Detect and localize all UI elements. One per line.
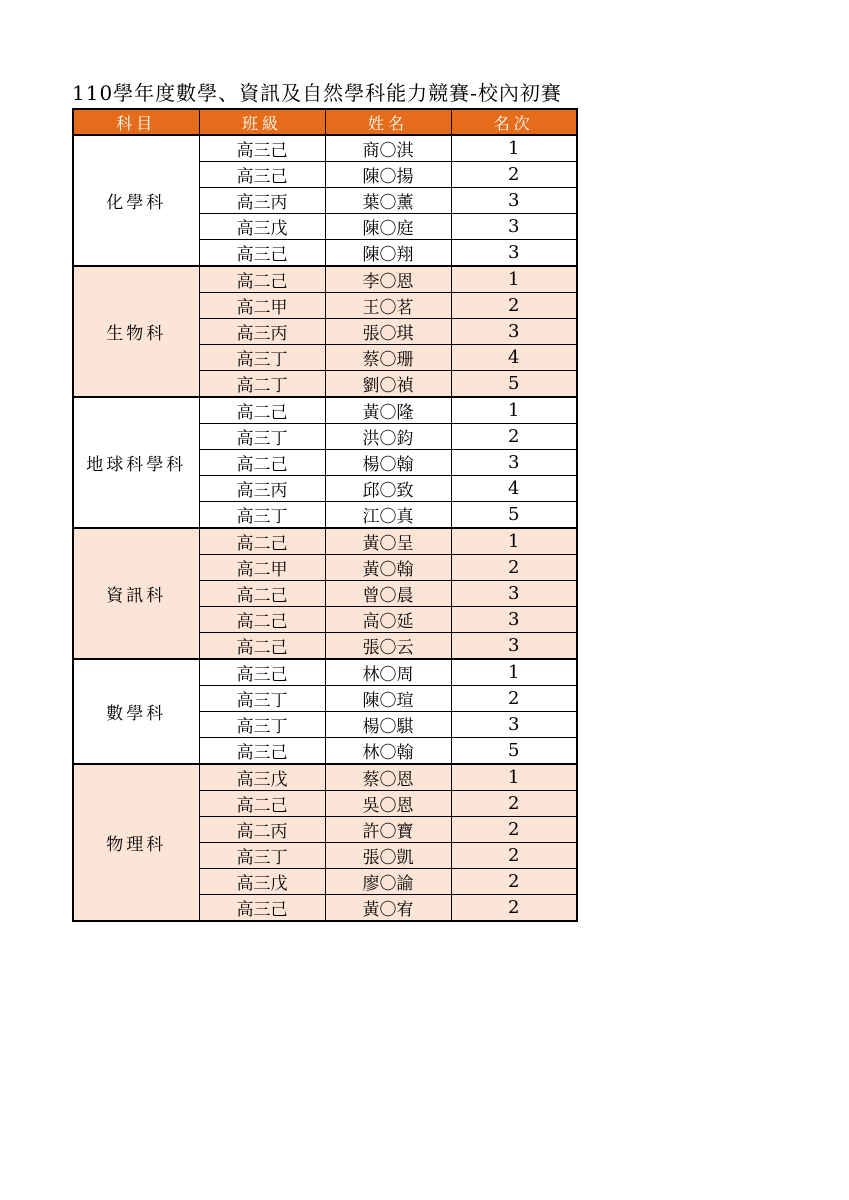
name-cell: 黃〇隆 — [325, 397, 451, 424]
rank-cell: 2 — [451, 555, 577, 581]
rank-cell: 2 — [451, 293, 577, 319]
rank-cell: 3 — [451, 319, 577, 345]
class-cell: 高二丙 — [199, 817, 325, 843]
rank-cell: 1 — [451, 764, 577, 791]
class-cell: 高三己 — [199, 162, 325, 188]
rank-cell: 4 — [451, 345, 577, 371]
class-cell: 高二己 — [199, 450, 325, 476]
name-cell: 陳〇庭 — [325, 214, 451, 240]
name-cell: 黃〇宥 — [325, 895, 451, 922]
table-row — [73, 764, 577, 791]
rank-cell: 3 — [451, 188, 577, 214]
header-row — [73, 109, 577, 135]
class-cell: 高三丁 — [199, 686, 325, 712]
class-cell: 高二甲 — [199, 555, 325, 581]
class-cell: 高三己 — [199, 240, 325, 267]
rank-cell: 3 — [451, 450, 577, 476]
name-cell: 邱〇致 — [325, 476, 451, 502]
class-cell: 高二丁 — [199, 371, 325, 398]
class-cell: 高三丙 — [199, 188, 325, 214]
rank-cell: 1 — [451, 659, 577, 686]
class-cell: 高二己 — [199, 581, 325, 607]
class-cell: 高三丁 — [199, 345, 325, 371]
rank-cell: 3 — [451, 607, 577, 633]
class-cell: 高三丁 — [199, 502, 325, 529]
table-row — [73, 135, 577, 162]
name-cell: 高〇延 — [325, 607, 451, 633]
name-cell: 陳〇揚 — [325, 162, 451, 188]
name-cell: 曾〇晨 — [325, 581, 451, 607]
name-cell: 張〇凱 — [325, 843, 451, 869]
class-cell: 高三戊 — [199, 764, 325, 791]
class-cell: 高三丁 — [199, 424, 325, 450]
class-cell: 高二己 — [199, 791, 325, 817]
results-table — [72, 108, 578, 922]
name-cell: 蔡〇恩 — [325, 764, 451, 791]
class-cell: 高二己 — [199, 266, 325, 293]
rank-cell: 2 — [451, 162, 577, 188]
name-cell: 葉〇薰 — [325, 188, 451, 214]
rank-cell: 2 — [451, 895, 577, 922]
rank-cell: 5 — [451, 502, 577, 529]
class-cell: 高二己 — [199, 397, 325, 424]
class-cell: 高三丁 — [199, 712, 325, 738]
table-header — [73, 109, 577, 135]
name-cell: 林〇周 — [325, 659, 451, 686]
table-row — [73, 659, 577, 686]
rank-cell: 1 — [451, 135, 577, 162]
header-rank: 名次 — [451, 109, 577, 135]
class-cell: 高三己 — [199, 738, 325, 765]
name-cell: 李〇恩 — [325, 266, 451, 293]
subject-cell: 生物科 — [73, 266, 199, 397]
rank-cell: 2 — [451, 791, 577, 817]
name-cell: 黃〇呈 — [325, 528, 451, 555]
name-cell: 楊〇翰 — [325, 450, 451, 476]
name-cell: 洪〇鈞 — [325, 424, 451, 450]
name-cell: 王〇茗 — [325, 293, 451, 319]
rank-cell: 2 — [451, 869, 577, 895]
name-cell: 楊〇騏 — [325, 712, 451, 738]
subject-cell: 數學科 — [73, 659, 199, 764]
name-cell: 蔡〇珊 — [325, 345, 451, 371]
table-row — [73, 528, 577, 555]
rank-cell: 3 — [451, 633, 577, 660]
rank-cell: 1 — [451, 266, 577, 293]
class-cell: 高三戊 — [199, 214, 325, 240]
class-cell: 高三己 — [199, 659, 325, 686]
rank-cell: 2 — [451, 424, 577, 450]
class-cell: 高三丁 — [199, 843, 325, 869]
class-cell: 高三丙 — [199, 319, 325, 345]
class-cell: 高二甲 — [199, 293, 325, 319]
rank-cell: 4 — [451, 476, 577, 502]
name-cell: 陳〇翔 — [325, 240, 451, 267]
name-cell: 林〇翰 — [325, 738, 451, 765]
class-cell: 高三己 — [199, 135, 325, 162]
name-cell: 許〇寶 — [325, 817, 451, 843]
rank-cell: 1 — [451, 397, 577, 424]
header-class: 班級 — [199, 109, 325, 135]
table-row — [73, 266, 577, 293]
rank-cell: 5 — [451, 738, 577, 765]
rank-cell: 5 — [451, 371, 577, 398]
table-body — [73, 135, 577, 921]
class-cell: 高二己 — [199, 607, 325, 633]
class-cell: 高二己 — [199, 528, 325, 555]
class-cell: 高三己 — [199, 895, 325, 922]
header-subject: 科目 — [73, 109, 199, 135]
subject-cell: 物理科 — [73, 764, 199, 921]
name-cell: 吳〇恩 — [325, 791, 451, 817]
table-row — [73, 397, 577, 424]
rank-cell: 3 — [451, 214, 577, 240]
name-cell: 張〇琪 — [325, 319, 451, 345]
subject-cell: 地球科學科 — [73, 397, 199, 528]
rank-cell: 3 — [451, 240, 577, 267]
name-cell: 商〇淇 — [325, 135, 451, 162]
name-cell: 廖〇諭 — [325, 869, 451, 895]
class-cell: 高二己 — [199, 633, 325, 660]
rank-cell: 2 — [451, 817, 577, 843]
rank-cell: 3 — [451, 581, 577, 607]
rank-cell: 3 — [451, 712, 577, 738]
rank-cell: 2 — [451, 686, 577, 712]
page-title: 110學年度數學、資訊及自然學科能力競賽-校內初賽 — [72, 81, 562, 105]
subject-cell: 資訊科 — [73, 528, 199, 659]
name-cell: 陳〇瑄 — [325, 686, 451, 712]
name-cell: 江〇真 — [325, 502, 451, 529]
name-cell: 黃〇翰 — [325, 555, 451, 581]
name-cell: 劉〇禎 — [325, 371, 451, 398]
class-cell: 高三戊 — [199, 869, 325, 895]
subject-cell: 化學科 — [73, 135, 199, 266]
header-name: 姓名 — [325, 109, 451, 135]
name-cell: 張〇云 — [325, 633, 451, 660]
class-cell: 高三丙 — [199, 476, 325, 502]
rank-cell: 1 — [451, 528, 577, 555]
rank-cell: 2 — [451, 843, 577, 869]
